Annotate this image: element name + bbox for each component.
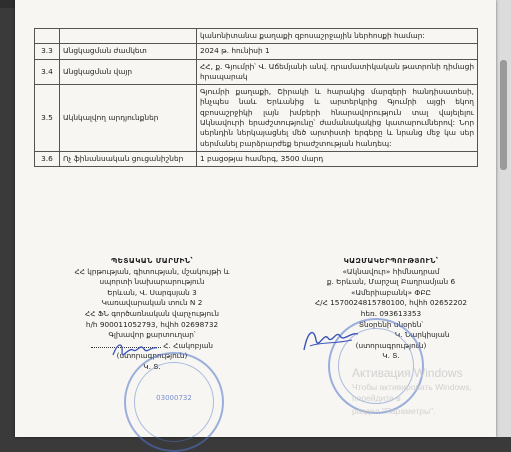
windows-activation-watermark	[352, 366, 511, 417]
row-number: 3.3	[35, 44, 60, 59]
organization-signer-name: Կ. Նարկիսյան	[394, 330, 450, 340]
table-row	[35, 151, 478, 166]
watermark-title: Активация Windows	[352, 366, 463, 380]
watermark-line: раздел "Параметры".	[352, 406, 436, 416]
program-details-table	[34, 28, 478, 167]
state-body-signer-note: (ստորագրություն)	[116, 351, 188, 361]
row-number: 3.5	[35, 85, 60, 152]
state-body-seal-number: 03000732	[156, 394, 192, 402]
organization-line: Տնօրենի սնօրեն՝	[358, 319, 424, 329]
row-value: ՀՀ, ք. Գյումրի՝ Վ. Աճեմյանի անվ. դրամատիկական թատրոնի դիմացի հրապարակ	[197, 59, 478, 85]
state-body-line: հ/հ 900011052793, հվհհ 02698732	[85, 319, 219, 329]
row-label: Անցկացման ժամկետ	[60, 44, 197, 59]
viewer-scrollbar-thumb[interactable]	[500, 60, 507, 170]
organization-signer-note: (ստորագրություն)	[355, 340, 427, 350]
state-body-line: Գլխավոր քարտուղար՝	[108, 330, 196, 340]
organization-line: ք. Երևան, Մարշալ Բաղրամյան 6	[326, 277, 456, 287]
row-label: Անցկացման վայր	[60, 59, 197, 85]
row-label	[60, 29, 197, 44]
organization-line: «Ակնավուր» հիմնադրամ	[342, 266, 440, 276]
organization-line: հեռ. 093613353	[360, 308, 422, 318]
state-body-line: Կառավարական տուն N 2	[101, 298, 203, 308]
row-value: 2024 թ. հունիսի 1	[197, 44, 478, 59]
row-value: կանոնիտանա քաղաքի զբոսաշրջային ներհոսքի համար:	[197, 29, 478, 44]
row-number: 3.4	[35, 59, 60, 85]
organization-handwritten-signature	[300, 322, 362, 356]
organization-line: «Ամերիաբանկ» ՓԲԸ	[350, 287, 432, 297]
row-number	[35, 29, 60, 44]
row-label: Ոչ ֆինանսական ցուցանիշներ	[60, 151, 197, 166]
table-row	[35, 85, 478, 152]
table-row	[35, 29, 478, 44]
state-body-line: սպորտի նախարարություն	[99, 277, 205, 287]
state-body-handwritten-signature	[110, 338, 160, 362]
organization-line: Հ/Հ 1570024815780100, հվհհ 02652202	[314, 298, 468, 308]
row-value: Գյումրի քաղաքի, Շիրակի և հարակից մարզերի հանդիսատեսի, ինչպես նաև Երևանից և արտերկրից Գյումրի այցի եկող զբոսաշրջիկի լայն խմբերի հնարավորություն տալ վայելելու Ակնավուրի երաժշտությունը՝ ժամանակակից կատարումներով: Նոր սերնդին ներկայացնել մեծ արտիստի երգերը և նրանց մեջ կա սեր սերմանել բարձրարժեք երաժշտության հանդեպ:	[197, 85, 478, 152]
organization-stamp-mark: Կ. Տ.	[382, 351, 400, 361]
state-body-line: ՀՀ ՖՆ գործառնական վարչություն	[85, 308, 219, 318]
state-body-seal	[124, 352, 224, 452]
organization-heading: ԿԱԶՄԱԿԵՐՊՈՒԹՅՈՒՆ՝	[343, 256, 439, 265]
row-label: Ակնկալվող արդյունքներ	[60, 85, 197, 152]
table-row	[35, 59, 478, 85]
row-value: 1 բացօթյա համերգ, 3500 մարդ	[197, 151, 478, 166]
watermark-line: Чтобы активировать Windows, перейдите в	[352, 382, 472, 403]
state-body-stamp-mark: Կ. Տ.	[143, 361, 161, 371]
state-body-heading: ՊԵՏԱԿԱՆ ՄԱՐՄԻՆ՝	[110, 256, 194, 265]
row-number: 3.6	[35, 151, 60, 166]
state-body-line: ՀՀ կրթության, գիտության, մշակույթի և	[74, 266, 230, 276]
state-body-line: Երևան, Վ. Սարգսյան 3	[107, 287, 197, 297]
state-body-signer-name: Հ. Հակոբյան	[163, 340, 214, 350]
table-row	[35, 44, 478, 59]
